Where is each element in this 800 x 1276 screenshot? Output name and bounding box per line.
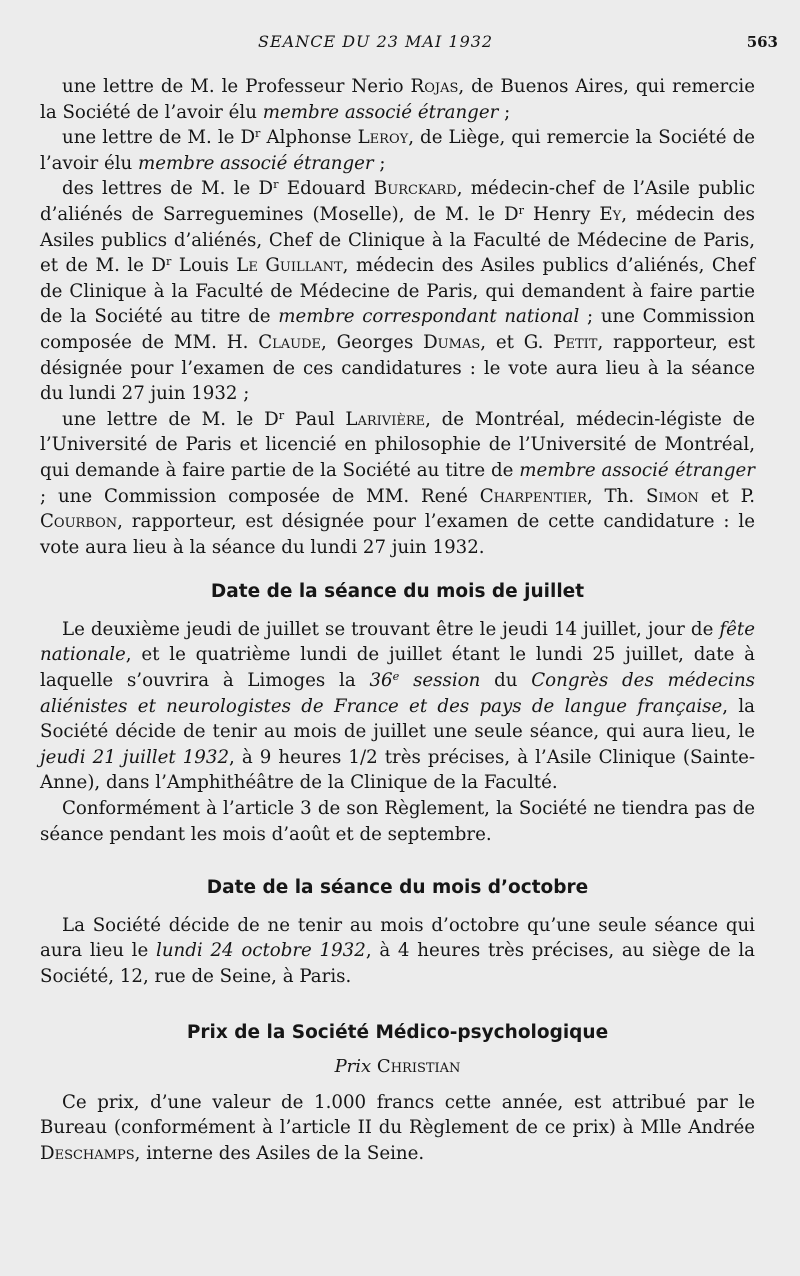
text-run: ; [373, 152, 386, 174]
membership-title: membre associé étranger [262, 101, 499, 123]
session-date: lundi 24 octobre 1932 [156, 940, 366, 962]
text-run: , et le quatrième lundi de juillet étant le lundi 25 juillet, date à laquelle s’ouvrira à Limoges la [40, 644, 755, 692]
section-heading-prize: Prix de la Société Médico-psychologique [186, 1021, 609, 1043]
text-run: , Georges [321, 331, 424, 353]
paragraph-letter-lariviere [40, 407, 755, 561]
section-heading-october: Date de la séance du mois d’octobre [206, 877, 589, 899]
text-run: Alphonse [260, 127, 358, 149]
text-run: ; une Commission composée de MM. René [40, 485, 480, 507]
text-run: , interne des Asiles de la Seine. [134, 1142, 425, 1164]
text-run: , de Liège, qui remercie la Société de l’avoir élu [40, 127, 755, 174]
text-run: , à 4 heures très précises, au siège de la Société, 12, rue de Seine, à Paris. [40, 940, 755, 987]
text-run: du [480, 670, 532, 692]
person-name: Burckard [373, 178, 457, 200]
text-run: , médecin-chef de l’Asile public d’aliénés de Sarreguemines (Moselle), de M. le D [40, 178, 756, 225]
person-name: Larivière [345, 408, 426, 430]
text-run: Le deuxième jeudi de juillet se trouvant être le jeudi 14 juillet, jour de [62, 618, 720, 640]
person-name: Leroy [357, 127, 409, 149]
person-name: Claude [258, 331, 321, 353]
page-body [40, 74, 755, 1167]
paragraph-letters-burckard-ey-le-guillant [40, 176, 755, 406]
prize-label: Prix [334, 1056, 372, 1078]
paragraph-october-session [40, 913, 755, 990]
text-run: , Th. [586, 485, 646, 507]
paragraph-prize-award [40, 1090, 755, 1167]
text-run: , la Société décide de tenir au mois de juillet une seule séance, qui aura lieu, le [40, 695, 755, 743]
person-name: Charpentier [479, 485, 587, 507]
running-header [0, 32, 800, 56]
text-run: Henry [524, 203, 600, 225]
italic-text [369, 670, 480, 691]
text-run: , de Buenos Aires, qui remercie la Société de l’avoir élu [40, 76, 755, 123]
person-name: Deschamps [40, 1142, 135, 1164]
text-run: ; [498, 101, 511, 123]
text-run: , médecin des Asiles publics d’aliénés, Chef de Clinique à la Faculté de Médecine de Paris, qui demandent à faire partie de la Société au titre de [40, 255, 755, 328]
paragraph-letter-rojas [40, 74, 755, 125]
congress-name: Congrès des médecins aliénistes et neurologistes de France et des pays de langue française [40, 670, 756, 717]
text-run: Ce prix, d’une valeur de 1.000 francs cette année, est attribué par le Bureau (conformément à l’article II du Règlement de ce prix) à Mlle Andrée [40, 1091, 755, 1139]
text-run: , médecin des Asiles publics d’aliénés, Chef de Clinique à la Faculté de Médecine de Paris, et de M. le D [40, 203, 755, 277]
text-run: , à 9 heures 1/2 très précises, à l’Asile Clinique (Sainte-Anne), dans l’Amphithéâtre de la Clinique de la Faculté. [40, 746, 756, 794]
page-number: 563 [746, 33, 778, 51]
text-run: Paul [284, 408, 346, 430]
text-run: une lettre de M. le D [62, 408, 279, 430]
superscript: e [392, 669, 400, 683]
superscript: r [255, 126, 261, 140]
person-name: Dumas [423, 331, 481, 353]
session-date: jeudi 21 juillet 1932 [40, 746, 230, 768]
text-run: Louis [171, 255, 237, 277]
superscript: r [166, 254, 172, 268]
running-title: SEANCE DU 23 MAI 1932 [258, 32, 494, 51]
text-run: des lettres de M. le D [62, 178, 274, 200]
person-name: Le Guillant [236, 255, 343, 277]
italic-text: fête nationale [40, 618, 755, 666]
membership-title: membre associé étranger [138, 152, 374, 174]
person-name: Simon [645, 485, 699, 507]
paragraph-no-sessions-august-september: Conformément à l’article 3 de son Règlement, la Société ne tiendra pas de séance pendant les mois d’août et de septembre. [40, 798, 755, 845]
text-run: , et G. [480, 331, 554, 353]
prize-name: Christian [376, 1056, 461, 1078]
person-name: Rojas [410, 76, 459, 97]
membership-title: membre correspondant national [278, 306, 580, 328]
text-run: ; une Commission composée de MM. H. [40, 306, 755, 353]
text-run: La Société décide de ne tenir au mois d’octobre qu’une seule séance qui aura lieu le [40, 914, 755, 962]
text-run: , rapporteur, est désignée pour l’examen de cette candidature : le vote aura lieu à la séance du lundi 27 juin 1932. [40, 511, 755, 558]
section-heading-july: Date de la séance du mois de juillet [210, 581, 585, 603]
superscript: r [518, 203, 525, 217]
session-word: session [399, 670, 481, 692]
text-run: et P. [698, 485, 755, 507]
superscript: r [273, 178, 279, 192]
text-run: , rapporteur, est désignée pour l’examen de ces candidatures : le vote aura lieu à la séance du lundi 27 juin 1932 ; [40, 331, 755, 405]
membership-title: membre associé étranger [519, 459, 755, 481]
person-name: Ey [599, 203, 622, 225]
session-number: 36 [369, 670, 393, 692]
paragraph-july-session [40, 617, 755, 796]
superscript: r [278, 408, 285, 422]
paragraph-letter-leroy [40, 125, 755, 176]
prize-subtitle [40, 1054, 755, 1080]
text-run: Edouard [278, 178, 374, 200]
text-run: une lettre de M. le D [62, 127, 256, 149]
person-name: Petit [553, 331, 598, 353]
text-run: une lettre de M. le Professeur Nerio [62, 76, 411, 97]
person-name: Courbon [40, 511, 118, 533]
text-run: , de Montréal, médecin-légiste de l’Université de Paris et licencié en philosophie de l’Université de Montréal, qui demande à faire partie de la Société au titre de [40, 408, 756, 481]
